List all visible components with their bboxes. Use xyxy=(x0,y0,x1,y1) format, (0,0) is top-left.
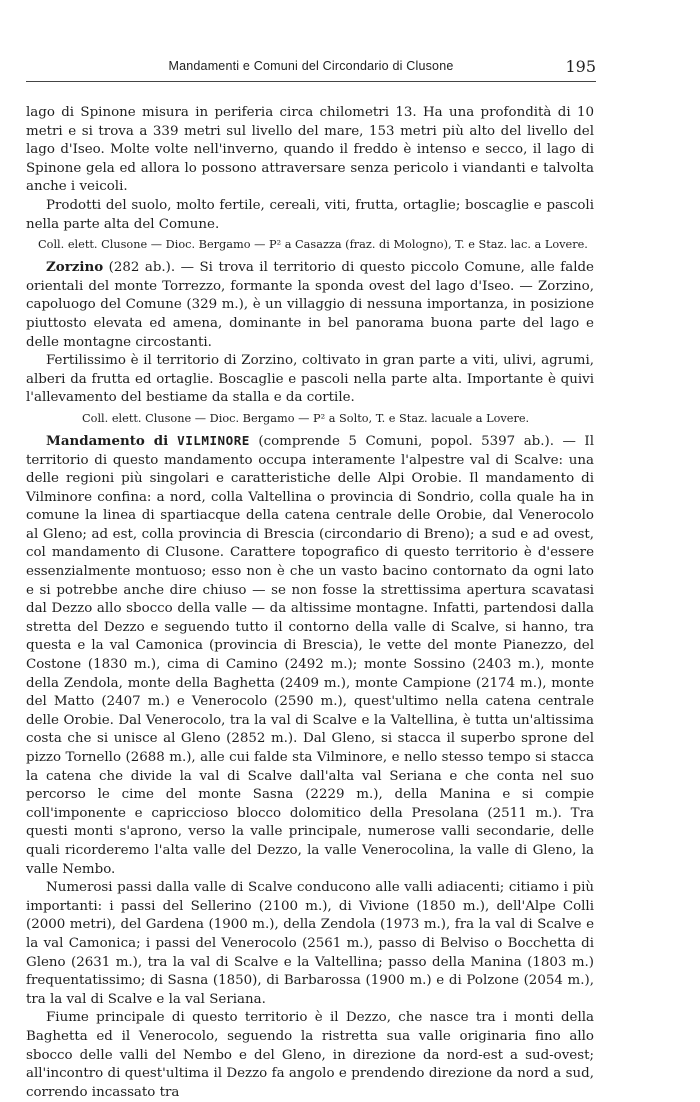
page-header xyxy=(26,57,596,82)
mandamento-label: Mandamento di xyxy=(46,432,178,449)
paragraph-spinone: lago di Spinone misura in periferia circa chilometri 13. Ha una profondità di 10 metri e si trova a 339 metri sul livello del mare, 153 metri più alto del livello del lago d'Iseo. Molte volte nell'inverno, quando il freddo è intenso e secco, il lago di Spinone gela ed allora lo possono attraversare senza pericolo i viandanti e talvolta anche i veicoli. xyxy=(26,105,594,195)
paragraph-zorzino xyxy=(26,258,594,352)
electoral-note-casazza: Coll. elett. Clusone — Dioc. Bergamo — P² a Casazza (fraz. di Mologno), T. e Staz. lac. a Lovere. xyxy=(38,238,588,252)
electoral-note-solto: Coll. elett. Clusone — Dioc. Bergamo — P² a Solto, T. e Staz. lacuale a Lovere. xyxy=(82,411,530,425)
zorzino-heading: Zorzino xyxy=(46,259,104,276)
page-number: 195 xyxy=(565,57,596,76)
paragraph-passes: Numerosi passi dalla valle di Scalve conducono alle valli adiacenti; citiamo i più importanti: i passi del Sellerino (2100 m.), di Vivione (1850 m.), dell'Alpe Colli (2000 metri), del Gardena (1900 m.), della Zendola (1973 m.), fra la val di Scalve e la val Camonica; i passi del Venerocolo (2561 m.), passo di Belviso o Bocchetta di Gleno (2631 m.), tra la val di Scalve e la Valtellina; passo della Manina (1803 m.) frequentatissimo; di Sasna (1850), di Barbarossa (1900 m.) e di Polzone (2054 m.), tra la val di Scalve e la val Seriana. xyxy=(26,880,594,1007)
running-title: Mandamenti e Comuni del Circondario di Clusone xyxy=(168,59,454,73)
paragraph-zorzino-products: Fertilissimo è il territorio di Zorzino, coltivato in gran parte a viti, ulivi, agrumi, alberi da frutta ed ortaglie. Boscaglie e pascoli nella parte alta. Importante è quivi l'allevamento del bestiame da stalla e da cortile. xyxy=(26,353,594,406)
body-text xyxy=(26,104,594,1102)
vilminore-text: (comprende 5 Comuni, popol. 5397 ab.). — Il territorio di questo mandamento occupa interamente l'alpestre val di Scalve: una delle regioni più singolari e caratteristiche delle Alpi Orobie. Il mandamento di Vilminore confina: a nord, colla Valtellina o provincia di Sondrio, colla quale ha in comune la linea di spartiacque della catena centrale delle Orobie, dal Venerocolo al Gleno; ad est, colla provincia di Brescia (circondario di Breno); a sud e ad ovest, col mandamento di Clusone. Carattere topografico di questo territorio è d'essere essenzialmente montuoso; esso non è che un vasto bacino contornato da ogni lato e si potrebbe anche dire chiuso — se non fosse la strettissima apertura scavatasi dal Dezzo allo sbocco della valle — da altissime montagne. Infatti, partendosi dalla stretta del Dezzo e seguendo tutto il contorno della valle di Scalve, si hanno, tra questa e la val Camonica (provincia di Brescia), le vette del monte Pianezzo, del Costone (1830 m.), cima di Camino (2492 m.); monte Sossino (2403 m.), monte della Zendola, monte della Baghetta (2409 m.), monte Campione (2174 m.), monte del Matto (2407 m.) e Venerocolo (2590 m.), quest'ultimo nella catena centrale delle Orobie. Dal Venerocolo, tra la val di Scalve e la Valtellina, è tutta un'altissima costa che si unisce al Gleno (2852 m.). Dal Gleno, si stacca il superbo sprone del pizzo Tornello (2688 m.), alle cui falde sta Vilminore, e nello stesso tempo si stacca la catena che divide la val di Scalve dall'alta val Seriana e che conta nel suo percorso le cime del monte Sasna (2229 m.), della Manina e si compie coll'imponente e capriccioso blocco dolomitico della Presolana (2511 m.). Tra questi monti s'aprono, verso la valle principale, numerose valli secondarie, delle quali ricorderemo l'alta valle del Dezzo, la valle Venerocolina, la valle di Gleno, la valle Nembo. xyxy=(26,433,594,877)
zorzino-text: (282 ab.). — Si trova il territorio di questo piccolo Comune, alle falde orientali del monte Torrezzo, formante la sponda ovest del lago d'Iseo. — Zorzino, capoluogo del Comune (329 m.), è un villaggio di nessuna importanza, in posizione piuttosto elevata ed amena, dominante in bel panorama buona parte del lago e delle montagne circostanti. xyxy=(26,260,594,350)
paragraph-vilminore xyxy=(26,432,594,879)
paragraph-spinone-products: Prodotti del suolo, molto fertile, cereali, viti, frutta, ortaglie; boscaglie e pascoli nella parte alta del Comune. xyxy=(26,197,594,232)
mandamento-name: VILMINORE xyxy=(177,432,250,448)
paragraph-dezzo: Fiume principale di questo territorio è il Dezzo, che nasce tra i monti della Baghetta ed il Venerocolo, seguendo la ristretta sua valle originaria fino allo sbocco delle valli del Nembo e del Gleno, in direzione da nord-est a sud-ovest; all'incontro di quest'ultima il Dezzo fa angolo e prendendo direzione da nord a sud, correndo incassato tra xyxy=(26,1010,594,1100)
